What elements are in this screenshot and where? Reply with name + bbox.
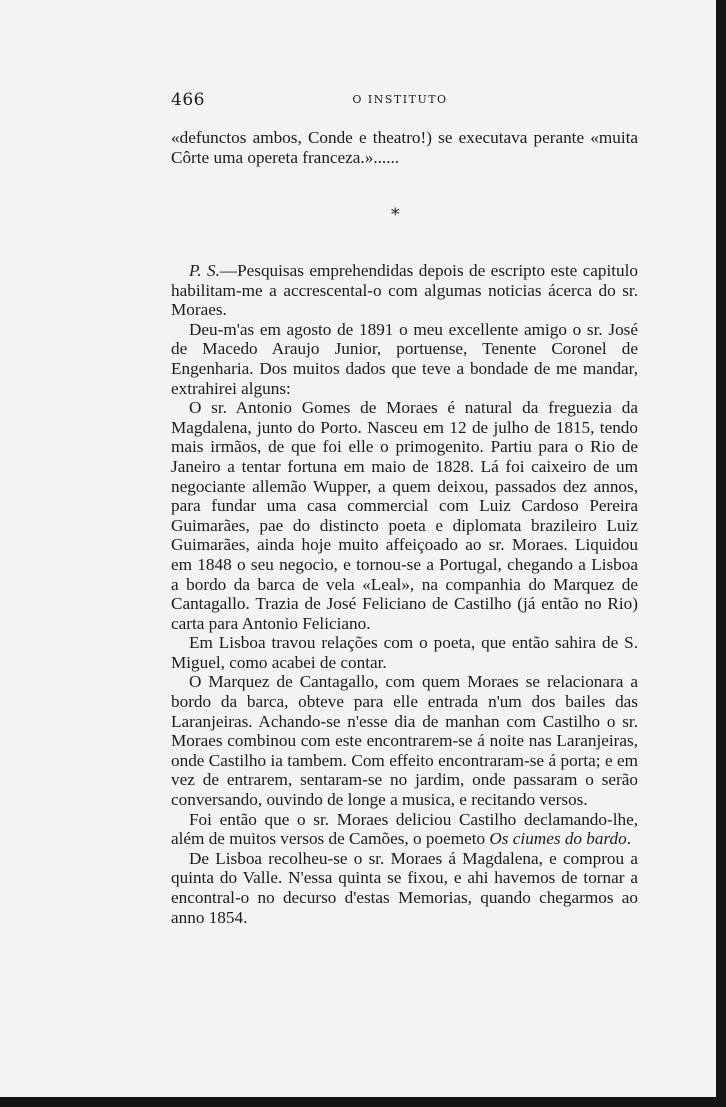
- paragraph-text: —Pesquisas emprehendidas depois de escripto este capitulo habilitam-me a accrescental-o com algumas noticias ácerca do sr. Moraes.: [171, 261, 638, 320]
- page-number: 466: [171, 90, 205, 110]
- paragraph: De Lisboa recolheu-se o sr. Moraes á Magdalena, e comprou a quinta do Valle. N'essa quinta se fixou, e ahi havemos de tornar a encontral-o no decurso d'estas Memorias, quando chegarmos ao anno 1854.: [171, 848, 638, 927]
- paragraph: Deu-m'as em agosto de 1891 o meu excellente amigo o sr. José de Macedo Araujo Junior, portuense, Tenente Coronel de Engenharia. Dos muitos dados que teve a bondade de me mandar, extrahirei alguns:: [171, 319, 638, 398]
- paragraph: Em Lisboa travou relações com o poeta, que então sahira de S. Miguel, como acabei de contar.: [171, 633, 638, 672]
- quote-block: [171, 128, 638, 167]
- paragraph-ps: [171, 261, 638, 320]
- paragraph-tail: .: [626, 829, 632, 849]
- running-title: O INSTITUTO: [352, 93, 448, 106]
- paragraph-text: Foi então que o sr. Moraes deliciou Castilho declamando-lhe, além de muitos versos de Camões, o poemeto: [171, 809, 638, 849]
- paragraph: O Marquez de Cantagallo, com quem Moraes se relacionara a bordo da barca, obteve para elle entrada n'um dos bailes das Laranjeiras. Achando-se n'esse dia de manhan com Castilho o sr. Moraes combinou com este encontrarem-se á noite nas Laranjeiras, onde Castilho ia tambem. Com effeito encontraram-se á porta; e em vez de entrarem, sentaram-se no jardim, onde passaram o serão conversando, ouvindo de longe a musica, e recitando versos.: [171, 672, 638, 810]
- paragraph: [171, 810, 638, 849]
- ps-label: P. S.: [189, 261, 220, 280]
- section-separator: *: [391, 205, 400, 225]
- body-text: [171, 261, 638, 927]
- poem-title: Os ciumes do bardo: [489, 829, 627, 849]
- paragraph: O sr. Antonio Gomes de Moraes é natural da freguezia da Magdalena, junto do Porto. Nasceu em 12 de julho de 1815, tendo mais irmãos, de que foi elle o primogenito. Partiu para o Rio de Janeiro a tentar fortuna em maio de 1828. Lá foi caixeiro de um negociante allemão Wupper, a quem deixou, passados dez annos, para fundar uma casa commercial com Luiz Cardoso Pereira Guimarães, pae do distincto poeta e diplomata brazileiro Luiz Guimarães, ainda hoje muito affeiçoado ao sr. Moraes. Liquidou em 1848 o seu negocio, e tornou-se a Portugal, chegando a Lisboa a bordo da barca de vela «Leal», na companhia do Marquez de Cantagallo. Trazia de José Feliciano de Castilho (já então no Rio) carta para Antonio Feliciano.: [171, 398, 638, 633]
- quote-paragraph: «defunctos ambos, Conde e theatro!) se executava perante «muita Côrte uma opereta franceza.»......: [171, 128, 638, 167]
